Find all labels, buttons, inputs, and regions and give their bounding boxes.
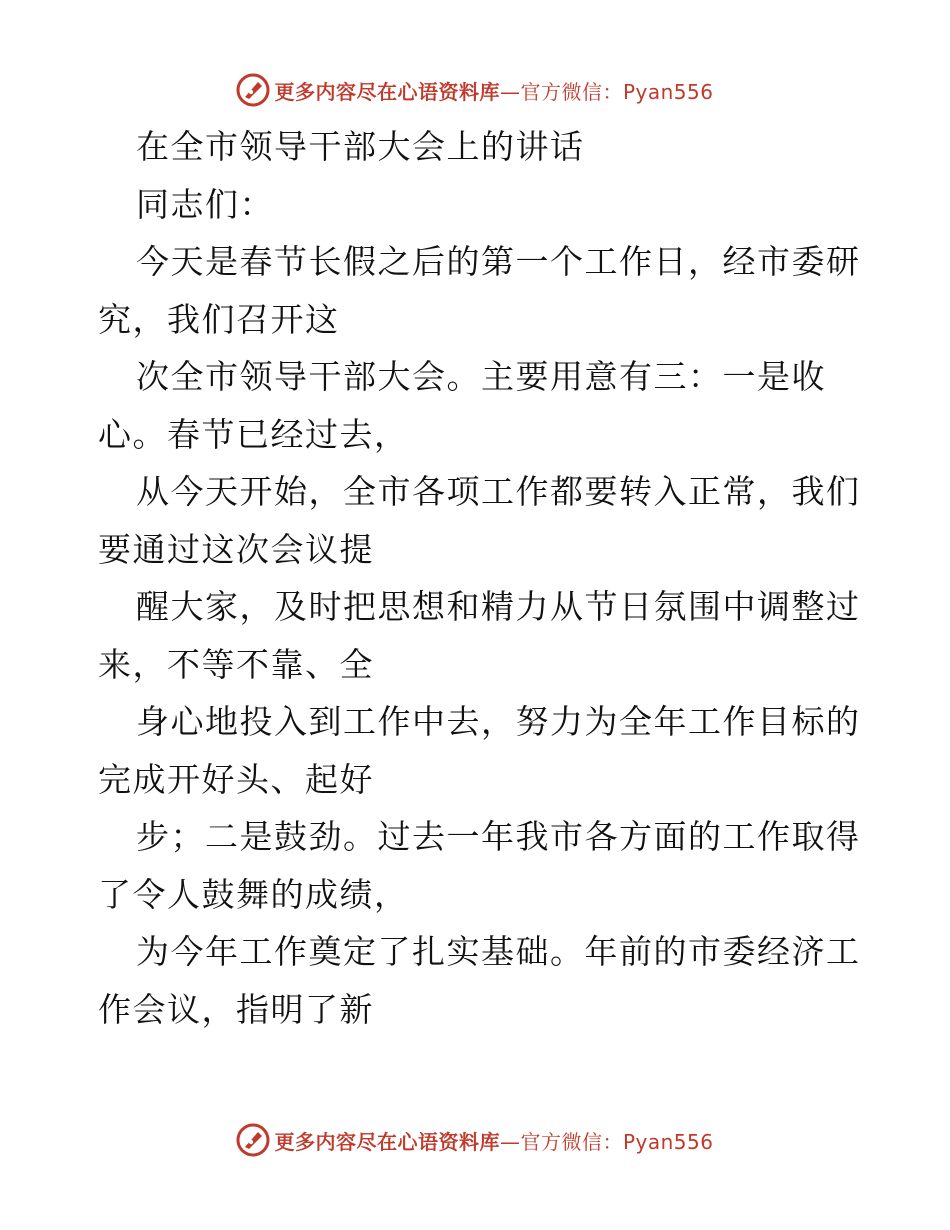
paragraph-line: 步；二是鼓劲。过去一年我市各方面的工作取得 (136, 817, 861, 856)
header-banner-wechat: —官方微信：Pyan556 (499, 79, 714, 104)
paragraph-line: 身心地投入到工作中去，努力为全年工作目标的 (136, 702, 861, 741)
footer-banner-wechat: —官方微信：Pyan556 (499, 1129, 714, 1154)
paragraph-line: 从今天开始，全市各项工作都要转入正常，我们 (136, 472, 861, 511)
paragraph-line: 心。春节已经过去， (98, 414, 409, 454)
footer-banner (0, 1120, 950, 1160)
paragraph-line: 作会议，指明了新 (98, 989, 374, 1029)
footer-banner-title: 更多内容尽在心语资料库 (274, 1129, 500, 1154)
paragraph-line: 次全市领导干部大会。主要用意有三：一是收 (136, 357, 826, 396)
header-banner (0, 70, 950, 110)
paragraph-line: 究，我们召开这 (98, 299, 340, 339)
paragraph-line: 了令人鼓舞的成绩， (98, 874, 409, 914)
document-title: 在全市领导干部大会上的讲话 (136, 127, 585, 166)
paragraph-line: 今天是春节长假之后的第一个工作日，经市委研 (136, 242, 861, 281)
footer-banner-text (274, 1126, 713, 1155)
paragraph-line: 为今年工作奠定了扎实基础。年前的市委经济工 (136, 932, 861, 971)
paragraph-line: 要通过这次会议提 (98, 529, 374, 569)
pen-nib-logo-icon (236, 1123, 270, 1157)
header-banner-title: 更多内容尽在心语资料库 (274, 79, 500, 104)
paragraph-line: 来，不等不靠、全 (98, 644, 374, 684)
paragraph-line: 完成开好头、起好 (98, 759, 374, 799)
header-banner-text (274, 76, 713, 105)
pen-nib-logo-icon (236, 73, 270, 107)
salutation: 同志们： (136, 184, 274, 224)
document-body (98, 118, 861, 1038)
paragraph-line: 醒大家，及时把思想和精力从节日氛围中调整过 (136, 587, 861, 626)
